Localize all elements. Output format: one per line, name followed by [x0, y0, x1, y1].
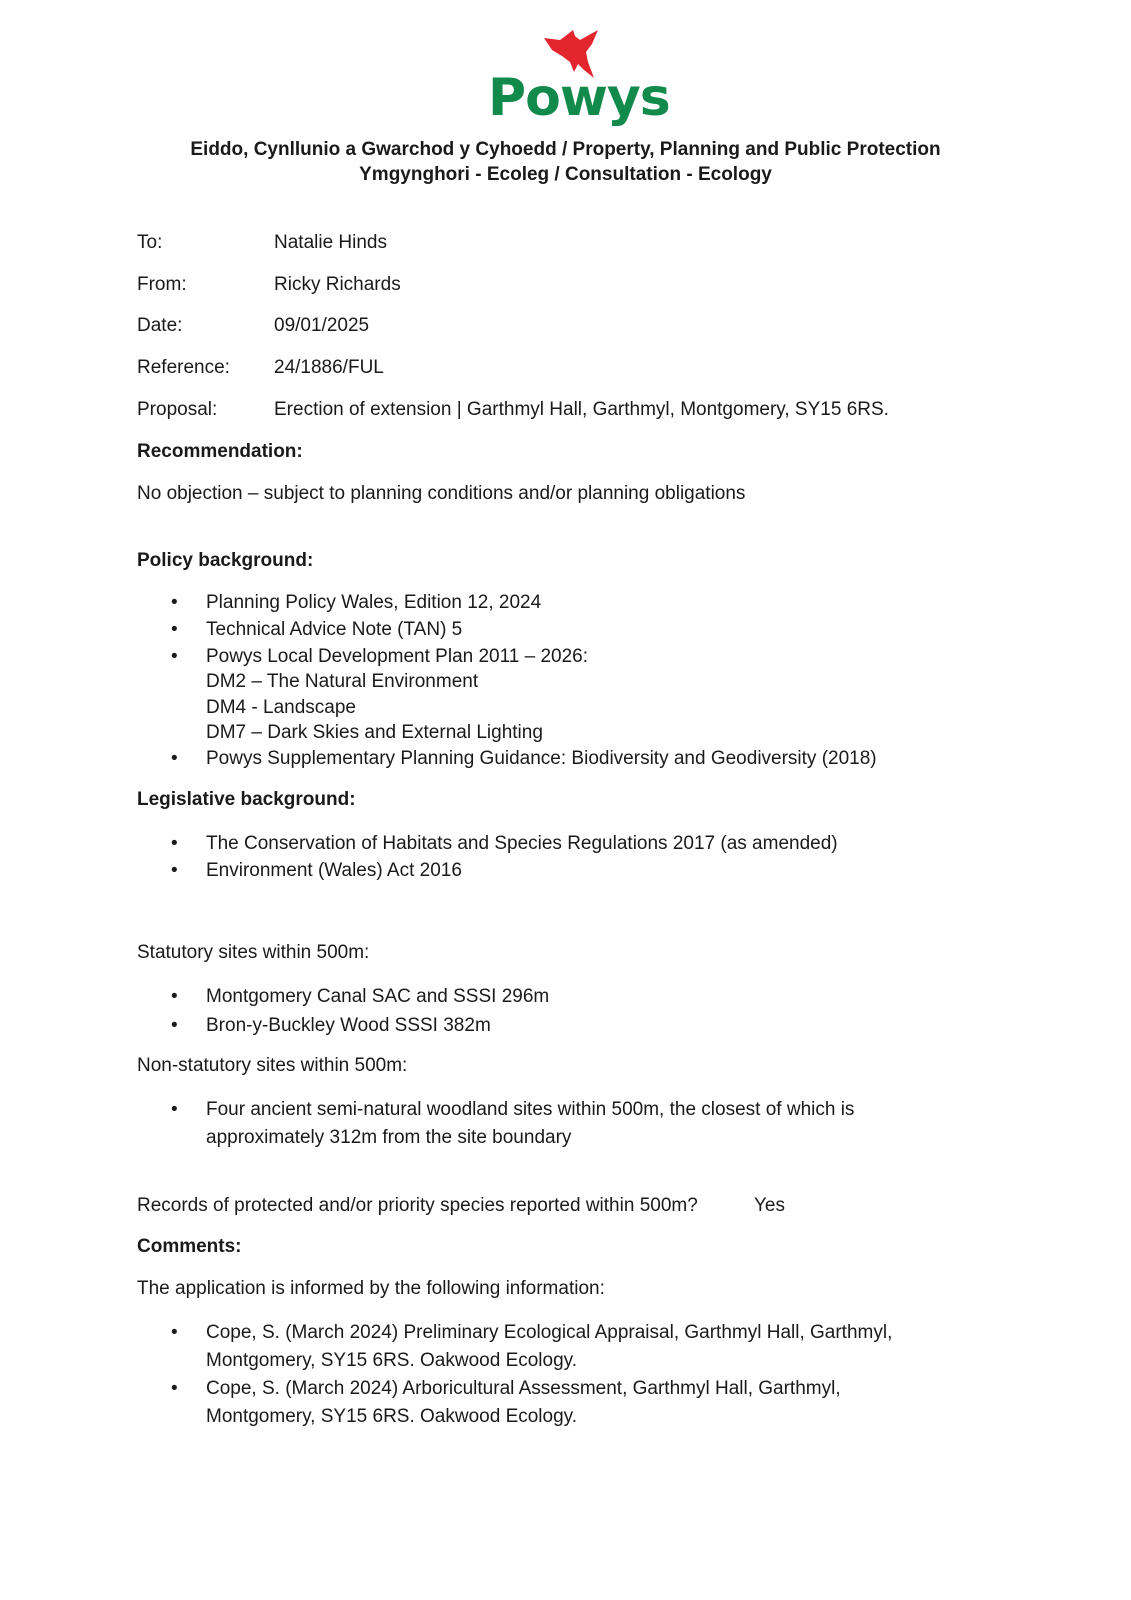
reference-label: Reference: — [137, 357, 230, 378]
department-title: Eiddo, Cynllunio a Gwarchod y Cyhoedd / Property, Planning and Public Protection — [190, 139, 941, 160]
consultation-title: Ymgynghori - Ecoleg / Consultation - Ecology — [359, 164, 772, 185]
reference-item-cont: Montgomery, SY15 6RS. Oakwood Ecology. — [206, 1406, 578, 1427]
bullet: • — [171, 592, 178, 613]
comments-heading: Comments: — [137, 1236, 242, 1257]
to-label: To: — [137, 232, 163, 253]
legislative-heading: Legislative background: — [137, 789, 356, 810]
reference-value: 24/1886/FUL — [274, 357, 384, 378]
policy-sub-item: DM4 - Landscape — [206, 697, 356, 718]
policy-item: Powys Supplementary Planning Guidance: Biodiversity and Geodiversity (2018) — [206, 748, 877, 769]
date-label: Date: — [137, 315, 183, 336]
bullet: • — [171, 1015, 178, 1036]
proposal-label: Proposal: — [137, 399, 218, 420]
legislative-item: The Conservation of Habitats and Species Regulations 2017 (as amended) — [206, 833, 838, 854]
from-value: Ricky Richards — [274, 274, 401, 295]
policy-heading: Policy background: — [137, 550, 314, 571]
bullet: • — [171, 1099, 178, 1120]
recommendation-heading: Recommendation: — [137, 441, 303, 462]
from-label: From: — [137, 274, 187, 295]
bullet: • — [171, 1322, 178, 1343]
non-statutory-heading: Non-statutory sites within 500m: — [137, 1055, 408, 1076]
records-answer: Yes — [754, 1195, 785, 1216]
bullet: • — [171, 619, 178, 640]
bullet: • — [171, 833, 178, 854]
bullet: • — [171, 986, 178, 1007]
powys-logo — [488, 28, 670, 136]
reference-item: Cope, S. (March 2024) Preliminary Ecological Appraisal, Garthmyl Hall, Garthmyl, — [206, 1322, 893, 1343]
bullet: • — [171, 860, 178, 881]
policy-sub-item: DM7 – Dark Skies and External Lighting — [206, 722, 543, 743]
logo-wordmark: Powys — [488, 68, 670, 128]
legislative-item: Environment (Wales) Act 2016 — [206, 860, 462, 881]
records-question: Records of protected and/or priority species reported within 500m? — [137, 1195, 698, 1216]
policy-item: Technical Advice Note (TAN) 5 — [206, 619, 463, 640]
non-statutory-item: Four ancient semi-natural woodland sites within 500m, the closest of which is — [206, 1099, 855, 1120]
statutory-item: Montgomery Canal SAC and SSSI 296m — [206, 986, 550, 1007]
non-statutory-item-cont: approximately 312m from the site boundary — [206, 1127, 572, 1148]
statutory-heading: Statutory sites within 500m: — [137, 942, 370, 963]
policy-item: Planning Policy Wales, Edition 12, 2024 — [206, 592, 542, 613]
statutory-item: Bron-y-Buckley Wood SSSI 382m — [206, 1015, 491, 1036]
reference-item: Cope, S. (March 2024) Arboricultural Assessment, Garthmyl Hall, Garthmyl, — [206, 1378, 841, 1399]
date-value: 09/01/2025 — [274, 315, 370, 336]
bullet: • — [171, 646, 178, 667]
recommendation-text: No objection – subject to planning conditions and/or planning obligations — [137, 483, 746, 504]
reference-item-cont: Montgomery, SY15 6RS. Oakwood Ecology. — [206, 1350, 578, 1371]
policy-item: Powys Local Development Plan 2011 – 2026: — [206, 646, 589, 667]
comments-intro: The application is informed by the following information: — [137, 1278, 605, 1299]
to-value: Natalie Hinds — [274, 232, 387, 253]
bullet: • — [171, 1378, 178, 1399]
proposal-value: Erection of extension | Garthmyl Hall, Garthmyl, Montgomery, SY15 6RS. — [274, 399, 889, 420]
bullet: • — [171, 748, 178, 769]
policy-sub-item: DM2 – The Natural Environment — [206, 671, 479, 692]
